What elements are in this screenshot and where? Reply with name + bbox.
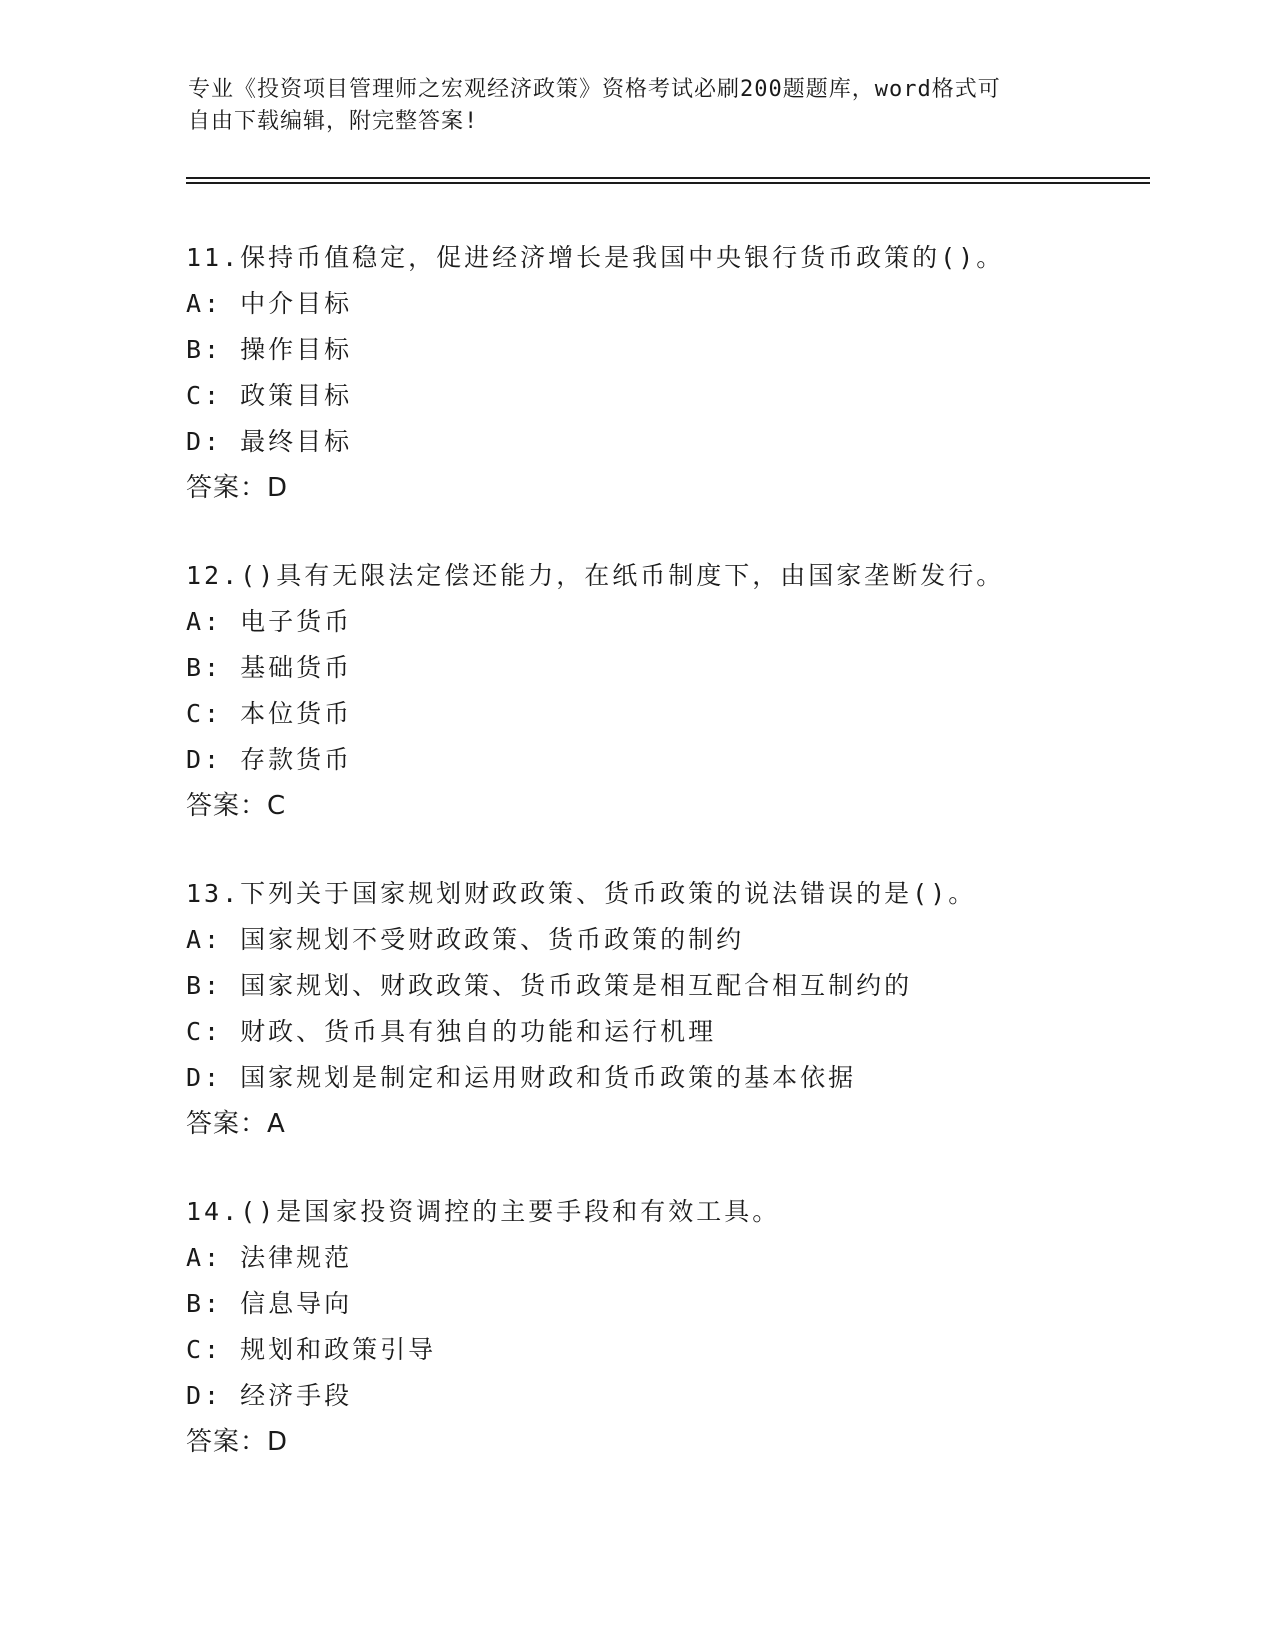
question-13 [186,871,1146,1147]
header-line-2: 自由下载编辑，附完整答案! [188,109,479,134]
question-14 [186,1189,1146,1465]
option-c: C: 规划和政策引导 [186,1335,437,1364]
option-d: D: 存款货币 [186,745,353,774]
question-11 [186,235,1146,511]
option-c: C: 政策目标 [186,381,353,410]
answer: 答案：D [186,1427,289,1457]
option-a: A: 国家规划不受财政政策、货币政策的制约 [186,925,745,954]
document-header [188,74,1068,138]
option-d: D: 国家规划是制定和运用财政和货币政策的基本依据 [186,1063,857,1092]
option-a: A: 法律规范 [186,1243,353,1272]
answer: 答案：A [186,1109,286,1139]
answer: 答案：C [186,791,287,821]
option-b: B: 国家规划、财政政策、货币政策是相互配合相互制约的 [186,971,913,1000]
header-divider-bottom [186,182,1150,184]
header-line-1: 专业《投资项目管理师之宏观经济政策》资格考试必刷200题题库，word格式可 [188,77,1001,102]
question-stem: 13.下列关于国家规划财政政策、货币政策的说法错误的是()。 [186,879,977,908]
option-d: D: 最终目标 [186,427,353,456]
option-d: D: 经济手段 [186,1381,353,1410]
option-b: B: 信息导向 [186,1289,353,1318]
question-stem: 12.()具有无限法定偿还能力，在纸币制度下，由国家垄断发行。 [186,561,1005,590]
question-stem: 14.()是国家投资调控的主要手段和有效工具。 [186,1197,781,1226]
option-b: B: 操作目标 [186,335,353,364]
option-c: C: 财政、货币具有独自的功能和运行机理 [186,1017,717,1046]
question-12 [186,553,1146,829]
option-a: A: 电子货币 [186,607,353,636]
answer: 答案：D [186,473,289,503]
header-divider-top [186,177,1150,179]
option-c: C: 本位货币 [186,699,353,728]
question-stem: 11.保持币值稳定，促进经济增长是我国中央银行货币政策的()。 [186,243,1005,272]
option-a: A: 中介目标 [186,289,353,318]
option-b: B: 基础货币 [186,653,353,682]
